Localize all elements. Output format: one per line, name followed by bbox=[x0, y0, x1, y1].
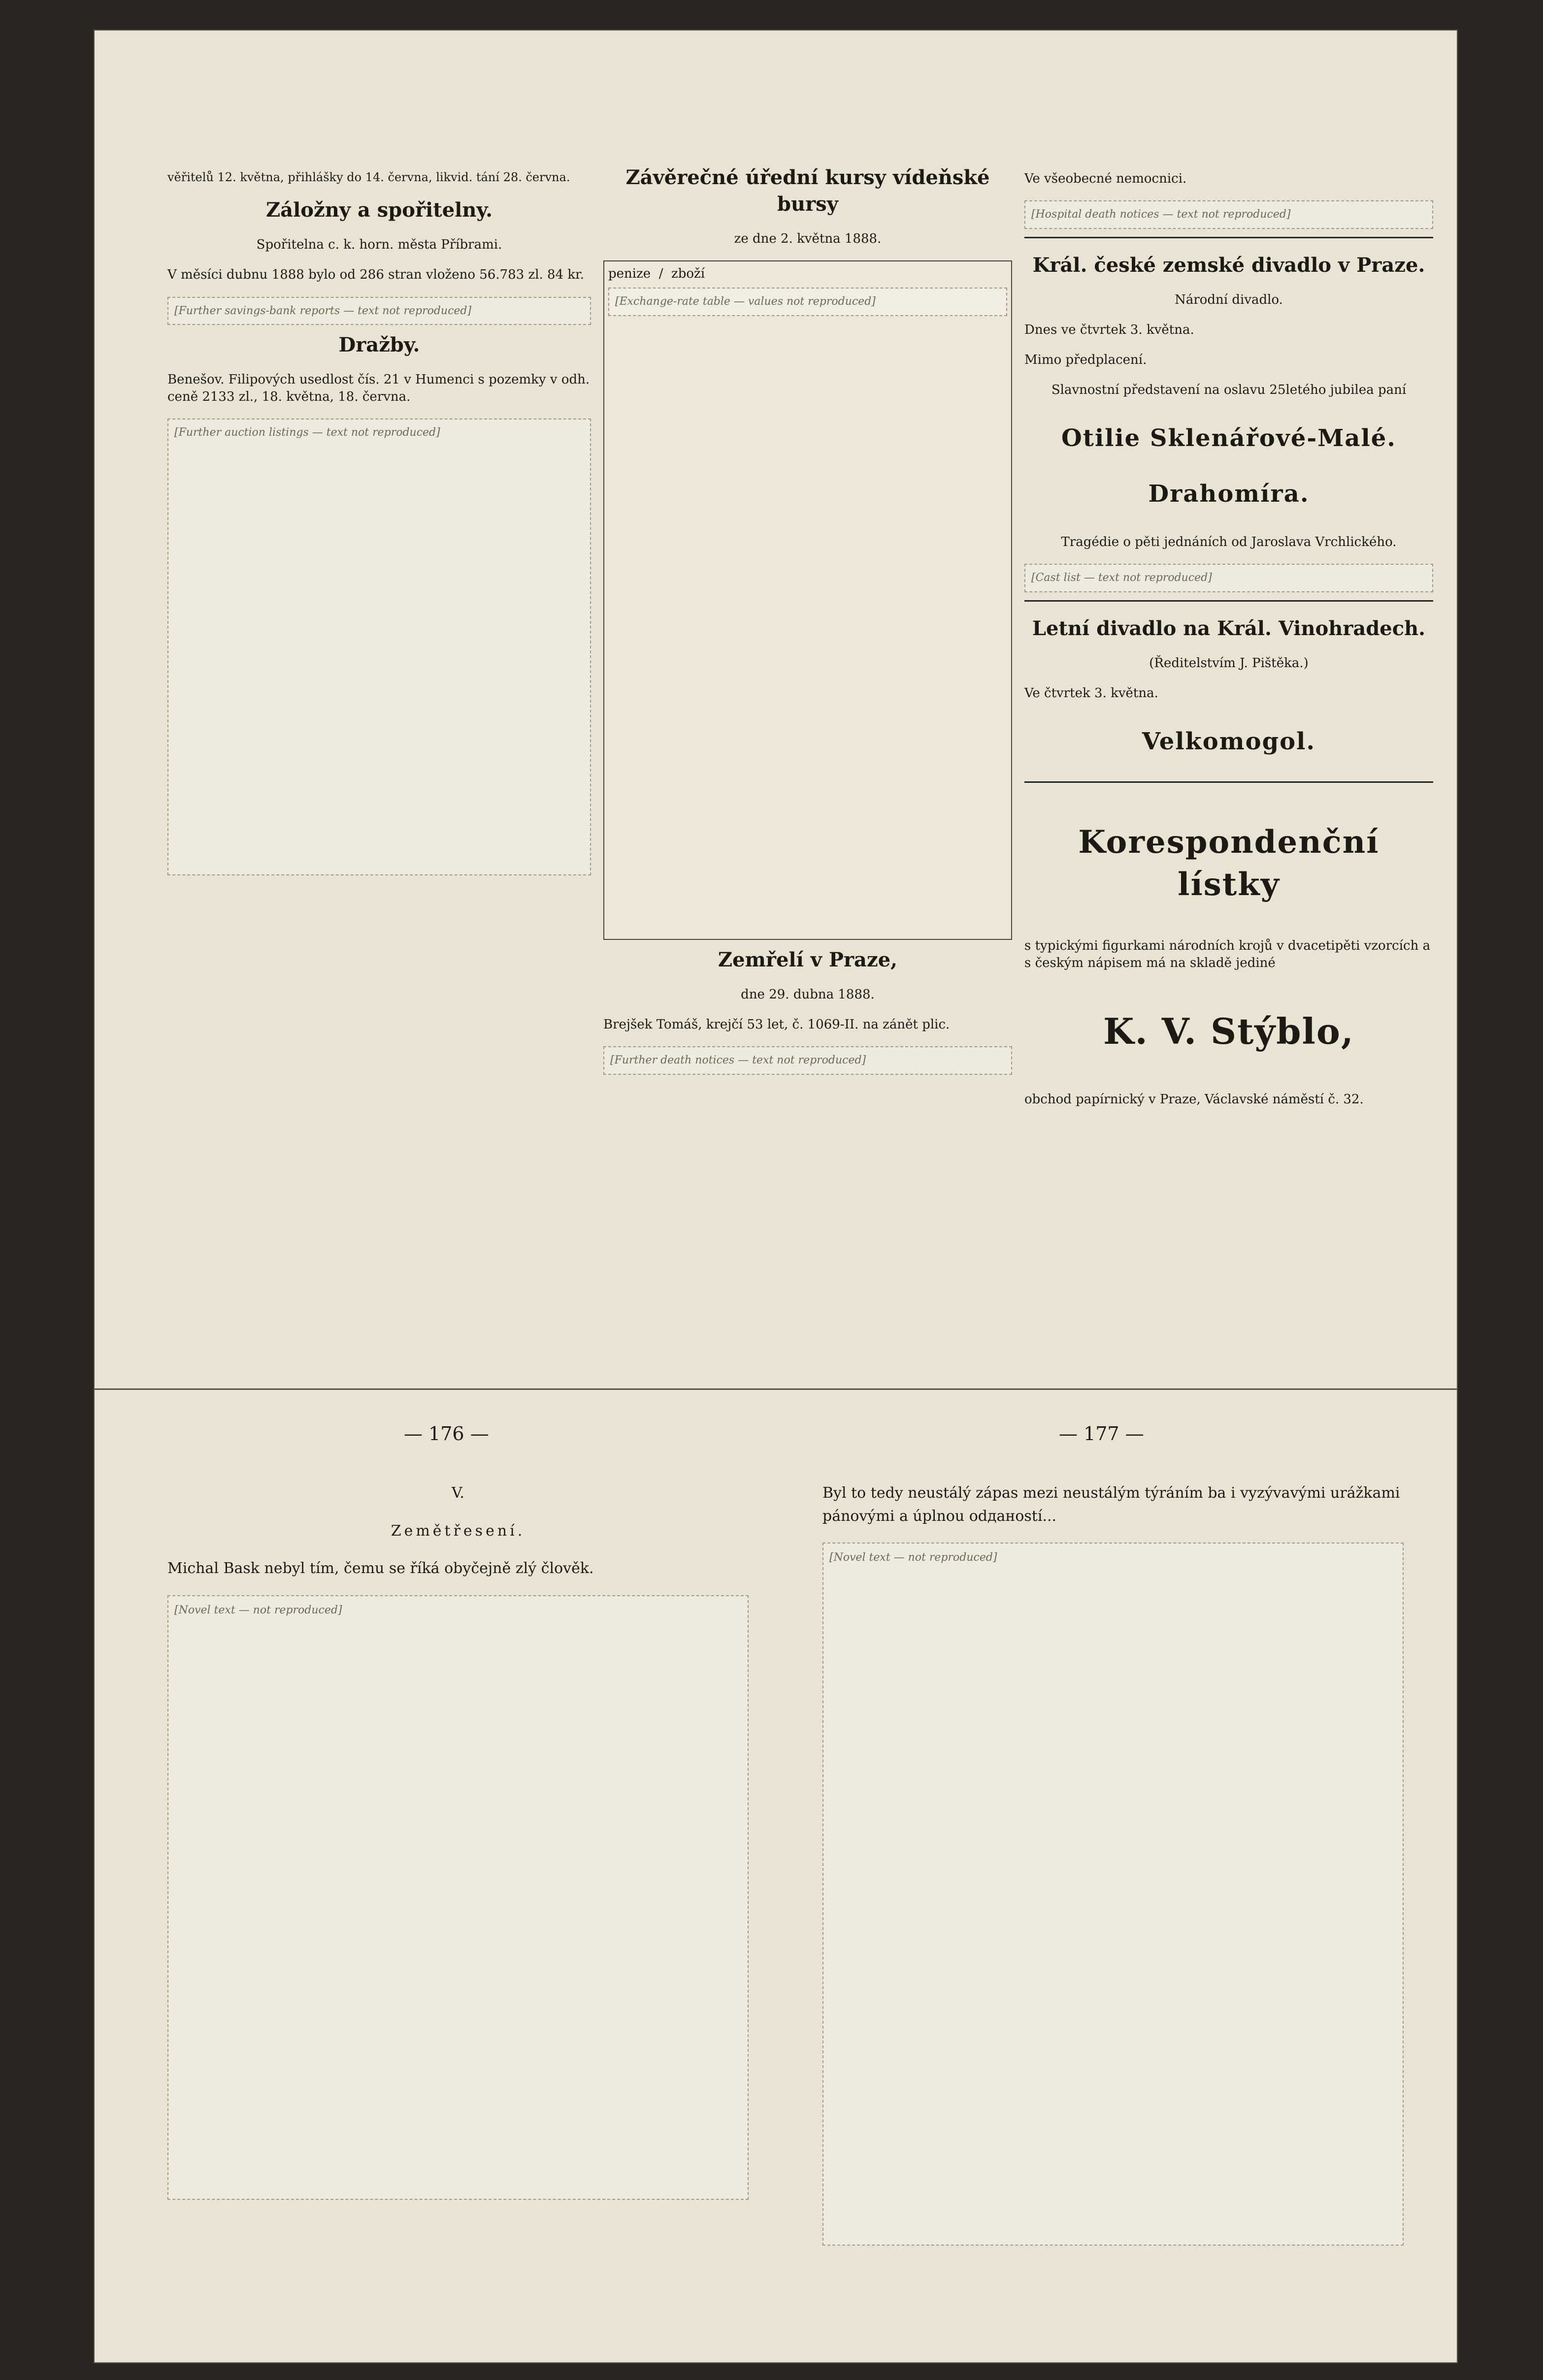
novel-right-placeholder: [Novel text — not reproduced] bbox=[822, 1543, 1404, 2246]
newspaper-page bbox=[94, 30, 1458, 2363]
chapter-number: V. bbox=[452, 1484, 464, 1502]
theater2-date: Ve čtvrtek 3. května. bbox=[1024, 685, 1158, 701]
postcard-ad bbox=[1024, 781, 1433, 1108]
lower-section bbox=[167, 1423, 1428, 2348]
column-1 bbox=[167, 158, 591, 880]
auctions-placeholder: [Further auction listings — text not reproduced] bbox=[167, 418, 591, 875]
summer-theater-ad bbox=[1024, 600, 1433, 758]
top-fragment: věřitelů 12. května, přihlášky do 14. června, likvid. tání 28. června. bbox=[167, 170, 570, 184]
auctions-excerpt: Benešov. Filipových usedlost čís. 21 v Humenci s pozemky v odh. ceně 2133 zl., 18. května, 18. června. bbox=[167, 372, 590, 405]
theater-name: Otilie Sklenářové-Malé. bbox=[1061, 424, 1396, 452]
theater-ad bbox=[1024, 237, 1433, 592]
heading-deaths: Zemřelí v Praze, bbox=[718, 948, 898, 972]
heading-auctions: Dražby. bbox=[338, 333, 420, 357]
upper-section bbox=[167, 158, 1431, 1388]
column-3 bbox=[1024, 158, 1433, 1121]
theater2-title: Letní divadlo na Král. Vinohradech. bbox=[1032, 616, 1426, 640]
novel-right-excerpt: Byl to tedy neustálý zápas mezi neustálým týráním ba i vyzývavými urážkami pánovými a úplnou odданostí... bbox=[822, 1484, 1400, 1525]
theater-event: Slavnostní představení na oslavu 25letého jubilea paní bbox=[1051, 383, 1407, 398]
heading-exchange: Závěrečné úřední kursy vídeňské bursy bbox=[625, 166, 990, 216]
col-header-goods: zboží bbox=[671, 266, 705, 282]
cast-placeholder: [Cast list — text not reproduced] bbox=[1024, 564, 1433, 592]
chapter-title: Zemětřesení. bbox=[391, 1522, 525, 1540]
novel-right-column bbox=[822, 1467, 1404, 2251]
section-divider bbox=[94, 1388, 1458, 1390]
hospital-fragment: Ve všeobecné nemocnici. bbox=[1024, 171, 1187, 186]
col-header-money: penize bbox=[608, 266, 651, 282]
ad-name: K. V. Stýblo, bbox=[1103, 1010, 1354, 1053]
deaths-placeholder: [Further death notices — text not reproduced] bbox=[603, 1046, 1012, 1075]
page-number-176: — 176 — bbox=[404, 1423, 489, 1445]
theater-date: Dnes ve čtvrtek 3. května. bbox=[1024, 322, 1194, 337]
exchange-placeholder: [Exchange-rate table — values not reproduced] bbox=[608, 288, 1007, 316]
theater-play: Drahomíra. bbox=[1148, 480, 1310, 508]
savings-excerpt: V měsíci dubnu 1888 bylo od 286 stran vloženo 56.783 zl. 84 kr. bbox=[167, 267, 584, 283]
theater-title: Král. české zemské divadlo v Praze. bbox=[1032, 253, 1425, 277]
theater-note: Mimo předplacení. bbox=[1024, 352, 1147, 367]
hospital-placeholder: [Hospital death notices — text not reproduced] bbox=[1024, 200, 1433, 229]
exchange-table: penize / zboží [Exchange-rate table — values not reproduced] bbox=[603, 260, 1012, 940]
theater-sub: Národní divadlo. bbox=[1175, 292, 1283, 307]
savings-placeholder: [Further savings-bank reports — text not reproduced] bbox=[167, 297, 591, 325]
theater2-play: Velkomogol. bbox=[1142, 727, 1316, 755]
ad-title: Korespondenční lístky bbox=[1078, 823, 1379, 903]
column-2 bbox=[603, 158, 1012, 1080]
heading-savings-banks: Záložny a spořitelny. bbox=[265, 198, 493, 222]
novel-left-column bbox=[167, 1467, 749, 2205]
theater2-sub: (Ředitelstvím J. Pištěka.) bbox=[1149, 655, 1309, 671]
deaths-excerpt: Brejšek Tomáš, krejčí 53 let, č. 1069-II. na zánět plic. bbox=[603, 1017, 950, 1032]
exchange-date: ze dne 2. května 1888. bbox=[734, 231, 882, 246]
page-number-177: — 177 — bbox=[1059, 1423, 1144, 1445]
ad-footer: obchod papírnický v Praze, Václavské náměstí č. 32. bbox=[1024, 1092, 1364, 1107]
subheading-pribram: Spořitelna c. k. horn. města Příbrami. bbox=[256, 237, 502, 253]
theater-play-desc: Tragédie o pěti jednáních od Jaroslava Vrchlického. bbox=[1061, 534, 1397, 549]
ad-text: s typickými figurkami národních krojů v dvacetipěti vzorcích a s českým nápisem má na skladě jediné bbox=[1024, 938, 1431, 971]
deaths-date: dne 29. dubna 1888. bbox=[741, 987, 875, 1002]
novel-left-excerpt: Michal Bask nebyl tím, čemu se říká obyčejně zlý člověk. bbox=[167, 1560, 594, 1577]
novel-left-placeholder: [Novel text — not reproduced] bbox=[167, 1595, 749, 2200]
